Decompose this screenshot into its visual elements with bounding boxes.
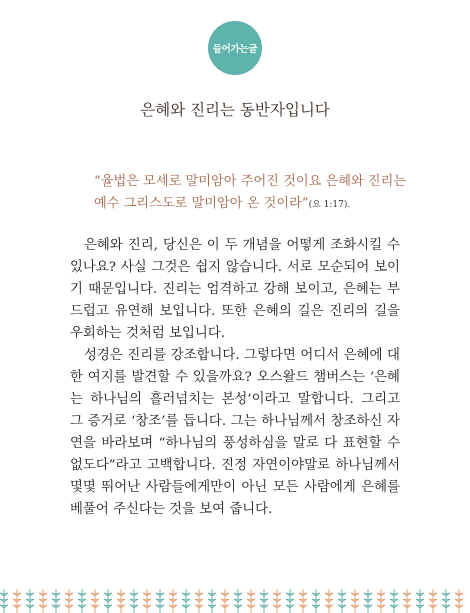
- leaf-sprig-icon: [377, 589, 385, 613]
- scripture-quote: [94, 171, 414, 216]
- leaf-sprig-icon: [390, 589, 398, 613]
- badge-label: 들어가는글: [212, 44, 258, 55]
- leaf-sprig-icon: [221, 589, 229, 613]
- leaf-sprig-icon: [182, 589, 190, 613]
- quote-reference: (요 1:17).: [308, 200, 351, 210]
- leaf-sprig-icon: [91, 589, 99, 613]
- section-badge: [208, 21, 262, 75]
- leaf-sprig-icon: [442, 589, 450, 613]
- leaf-sprig-icon: [351, 589, 359, 613]
- leaf-sprig-icon: [65, 589, 73, 613]
- leaf-sprig-icon: [247, 589, 255, 613]
- leaf-sprig-icon: [13, 589, 21, 613]
- leaf-sprig-icon: [403, 589, 411, 613]
- leaf-sprig-icon: [312, 589, 320, 613]
- leaf-sprig-icon: [78, 589, 86, 613]
- leaf-sprig-icon: [195, 589, 203, 613]
- page-title: 은혜와 진리는 동반자입니다: [140, 101, 330, 119]
- leaf-sprig-icon: [273, 589, 281, 613]
- paragraph: 은혜와 진리, 당신은 이 두 개념을 어떻게 조화시킬 수 있나요? 사실 그것은 쉽지 않습니다. 서로 모순되어 보이기 때문입니다. 진리는 엄격하고 강해 보이고, 은혜는 부드럽고 유연해 보입니다. 또한 은혜의 길은 진리의 길을 우회하는 것처럼 보입니다.: [70, 238, 400, 341]
- leaf-sprig-icon: [52, 589, 60, 613]
- leaf-sprig-icon: [208, 589, 216, 613]
- leaf-sprig-icon: [169, 589, 177, 613]
- leaf-sprig-icon: [234, 589, 242, 613]
- leaf-sprig-icon: [260, 589, 268, 613]
- leaf-sprig-icon: [130, 589, 138, 613]
- leaf-sprig-icon: [338, 589, 346, 613]
- leaf-sprig-icon: [299, 589, 307, 613]
- leaf-sprig-icon: [429, 589, 437, 613]
- paragraph: 성경은 진리를 강조합니다. 그렇다면 어디서 은혜에 대한 여지를 발견할 수 있을까요? 오스왈드 챔버스는 ‘은혜는 하나님의 흘러넘치는 본성’이라고 말합니다. 그리고 그 증거로 ‘창조’를 듭니다. 그는 하나님께서 창조하신 자연을 바라보며 “하나님의 풍성하심을 말로 다 표현할 수 없도다”라고 고백합니다. 진정 자연이야말로 하나님께서 몇몇 뛰어난 사람들에게만이 아닌 모든 사람에게 은혜를 베풀어 주신다는 것을 보여 줍니다.: [70, 348, 400, 517]
- body-text: [70, 235, 400, 521]
- leaf-sprig-icon: [286, 589, 294, 613]
- leaf-sprig-icon: [156, 589, 164, 613]
- leaf-sprig-icon: [325, 589, 333, 613]
- leaf-sprig-icon: [104, 589, 112, 613]
- leaf-sprig-icon: [117, 589, 125, 613]
- leaf-sprig-icon: [416, 589, 424, 613]
- leaf-sprig-icon: [0, 589, 8, 613]
- quote-text: “율법은 모세로 말미암아 주어진 것이요 은혜와 진리는 예수 그리스도로 말미암아 온 것이라”: [94, 174, 407, 211]
- leaf-sprig-icon: [26, 589, 34, 613]
- leaf-sprig-icon: [364, 589, 372, 613]
- leaf-sprig-icon: [455, 589, 463, 613]
- leaf-sprig-icon: [39, 589, 47, 613]
- leaf-sprig-icon: [143, 589, 151, 613]
- decorative-border: [0, 583, 470, 613]
